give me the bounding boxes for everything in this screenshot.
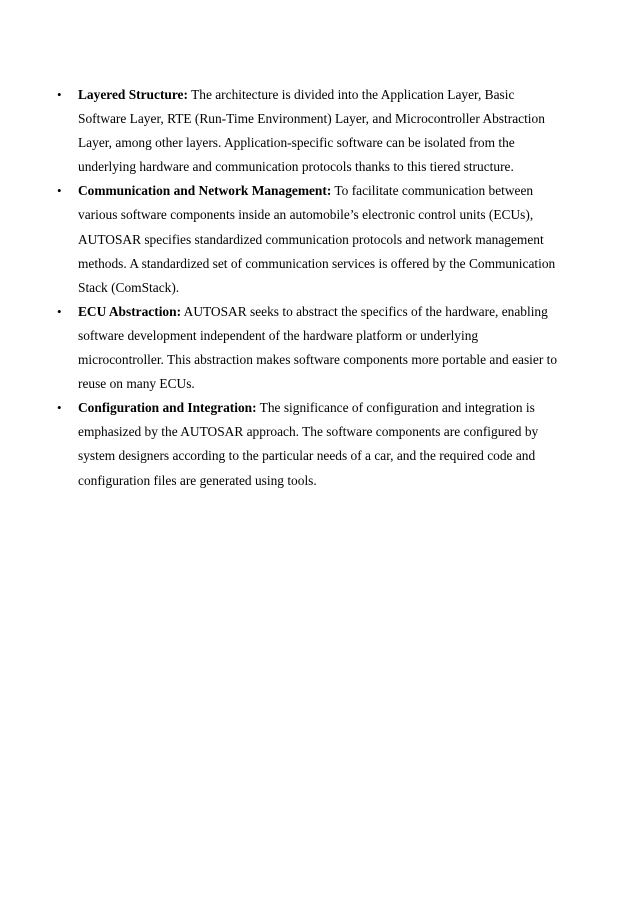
- bullet-title: Configuration and Integration:: [78, 400, 257, 416]
- bullet-item-ecu-abstraction: [0, 300, 638, 396]
- bullet-icon: •: [57, 303, 62, 319]
- bullet-text: To facilitate communication between various software components inside an automobile’s electronic control units (ECUs), AUTOSAR specifies standardized communication protocols and network management methods. A standardized set of communication services is offered by the Communication Stack (ComStack).: [78, 183, 556, 295]
- bullet-text: AUTOSAR seeks to abstract the specifics of the hardware, enabling software development independent of the hardware platform or underlying microcontroller. This abstraction makes software components more portable and easier to reuse on many ECUs.: [78, 303, 558, 392]
- bullet-list: [0, 83, 638, 493]
- bullet-icon: •: [57, 183, 62, 199]
- bullet-item-communication: [0, 179, 638, 299]
- bullet-title: Communication and Network Management:: [78, 183, 332, 199]
- bullet-title: Layered Structure:: [78, 87, 188, 102]
- bullet-text: The significance of configuration and integration is emphasized by the AUTOSAR approach. The software components are configured by system designers according to the particular needs of a car, and the required code and configuration files are generated using tools.: [78, 400, 539, 488]
- bullet-title: ECU Abstraction:: [78, 303, 182, 319]
- bullet-icon: •: [57, 87, 62, 102]
- bullet-item-configuration: [0, 396, 638, 492]
- bullet-item-layered-structure: [0, 83, 638, 179]
- bullet-icon: •: [57, 400, 62, 416]
- bullet-text: The architecture is divided into the Application Layer, Basic Software Layer, RTE (Run-Time Environment) Layer, and Microcontroller Abstraction Layer, among other layers. Application-specific software can be isolated from the underlying hardware and communication protocols thanks to this tiered structure.: [78, 87, 545, 175]
